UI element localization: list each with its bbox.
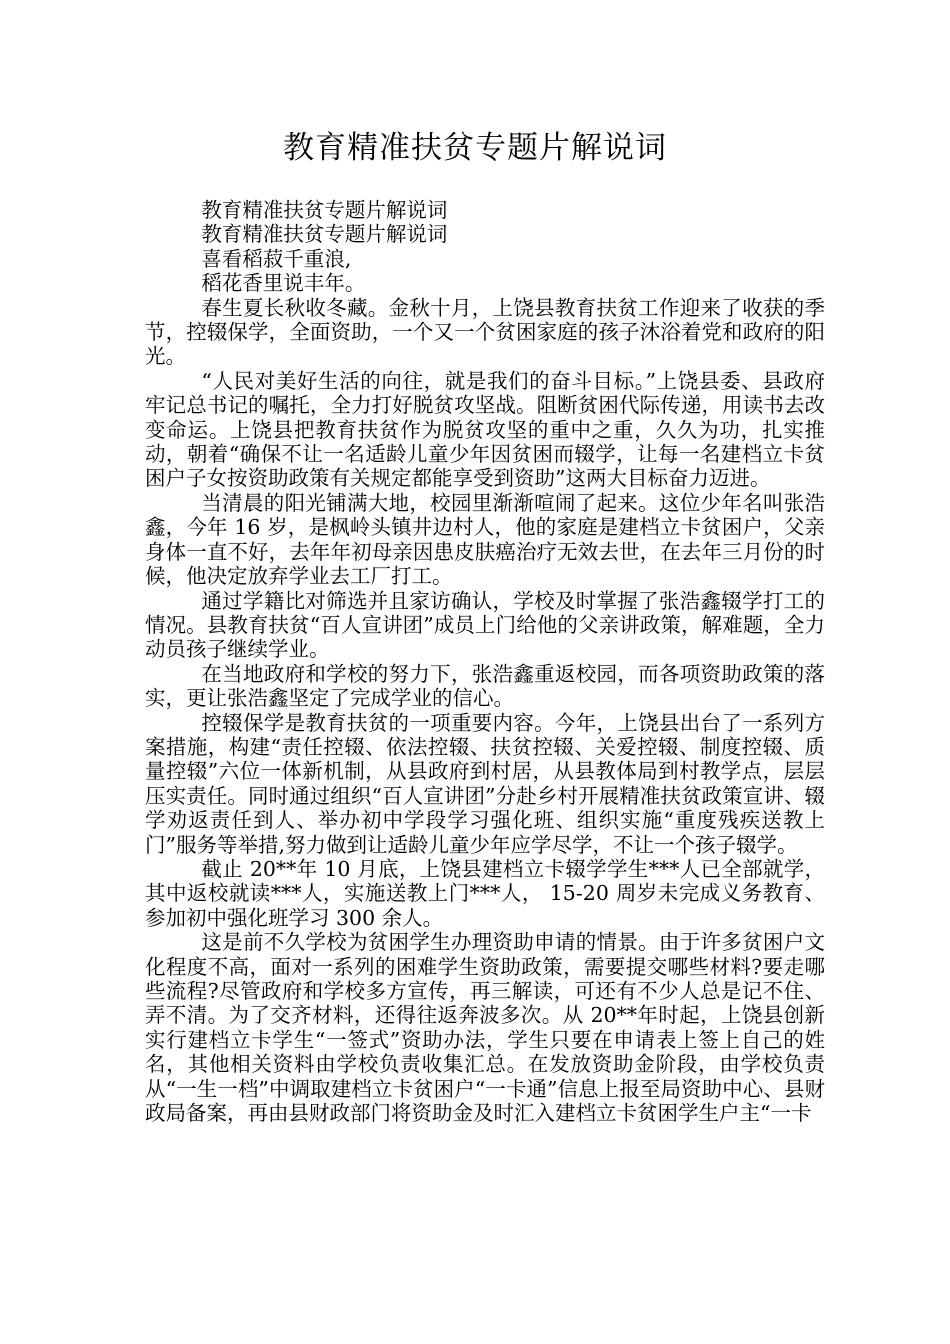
document-body bbox=[145, 198, 825, 1125]
poem-line: 稻花香里说丰年。 bbox=[201, 271, 366, 296]
paragraph: 控辍保学是教育扶贫的一项重要内容。今年，上饶县出台了一系列方案措施，构建“责任控辍、依法控辍、扶贫控辍、关爱控辍、制度控辍、质量控辍”六位一体新机制，从县政府到村居，从县教体局到村教学点，层层压实责任。同时通过组织“百人宣讲团”分赴乡村开展精准扶贫政策宣讲、辍学劝返责任到人、举办初中学段学习强化班、组织实施“重度残疾送教上门”服务等举措,努力做到让适龄儿童少年应学尽学，不让一个孩子辍学。 bbox=[145, 710, 825, 857]
poem-line: 喜看稻菽千重浪, bbox=[201, 246, 352, 271]
document-title: 教育精准扶贫专题片解说词 bbox=[283, 130, 667, 166]
paragraph: “人民对美好生活的向往，就是我们的奋斗目标。”上饶县委、县政府牢记总书记的嘱托，全力打好脱贫攻坚战。阻断贫困代际传递，用读书去改变命运。上饶县把教育扶贫作为脱贫攻坚的重中之重，久久为功，扎实推动，朝着“确保不让一名适龄儿童少年因贫困而辍学，让每一名建档立卡贫困户子女按资助政策有关规定都能享受到资助”这两大目标奋力迈进。 bbox=[145, 368, 825, 491]
paragraph: 截止 20**年 10 月底，上饶县建档立卡辍学学生***人已全部就学，其中返校就读***人，实施送教上门***人， 15-20 周岁未完成义务教育、参加初中强化班学习 300 余人。 bbox=[145, 856, 825, 930]
paragraph: 通过学籍比对筛选并且家访确认，学校及时掌握了张浩鑫辍学打工的情况。县教育扶贫“百人宣讲团”成员上门给他的父亲讲政策，解难题，全力动员孩子继续学业。 bbox=[145, 588, 825, 662]
paragraph: 教育精准扶贫专题片解说词 bbox=[201, 222, 448, 247]
paragraph: 在当地政府和学校的努力下，张浩鑫重返校园，而各项资助政策的落实，更让张浩鑫坚定了完成学业的信心。 bbox=[145, 661, 825, 711]
paragraph: 这是前不久学校为贫困学生办理资助申请的情景。由于许多贫困户文化程度不高，面对一系列的困难学生资助政策，需要提交哪些材料?要走哪些流程?尽管政府和学校多方宣传，再三解读，可还有不少人总是记不住、弄不清。为了交齐材料，还得往返奔波多次。从 20**年时起，上饶县创新实行建档立卡学生“一签式”资助办法，学生只要在申请表上签上自己的姓名，其他相关资料由学校负责收集汇总。在发放资助金阶段，由学校负责从“一生一档”中调取建档立卡贫困户“一卡通”信息上报至局资助中心、县财政局备案，再由县财政部门将资助金及时汇入建档立卡贫困学生户主“一卡 bbox=[145, 930, 825, 1126]
paragraph: 当清晨的阳光铺满大地，校园里渐渐喧闹了起来。这位少年名叫张浩鑫，今年 16 岁，是枫岭头镇井边村人，他的家庭是建档立卡贫困户，父亲身体一直不好，去年年初母亲因患皮肤癌治疗无效去世，在去年三月份的时候，他决定放弃学业去工厂打工。 bbox=[145, 490, 825, 589]
paragraph: 教育精准扶贫专题片解说词 bbox=[201, 198, 448, 222]
paragraph: 春生夏长秋收冬藏。金秋十月，上饶县教育扶贫工作迎来了收获的季节，控辍保学，全面资助，一个又一个贫困家庭的孩子沐浴着党和政府的阳光。 bbox=[145, 295, 825, 369]
